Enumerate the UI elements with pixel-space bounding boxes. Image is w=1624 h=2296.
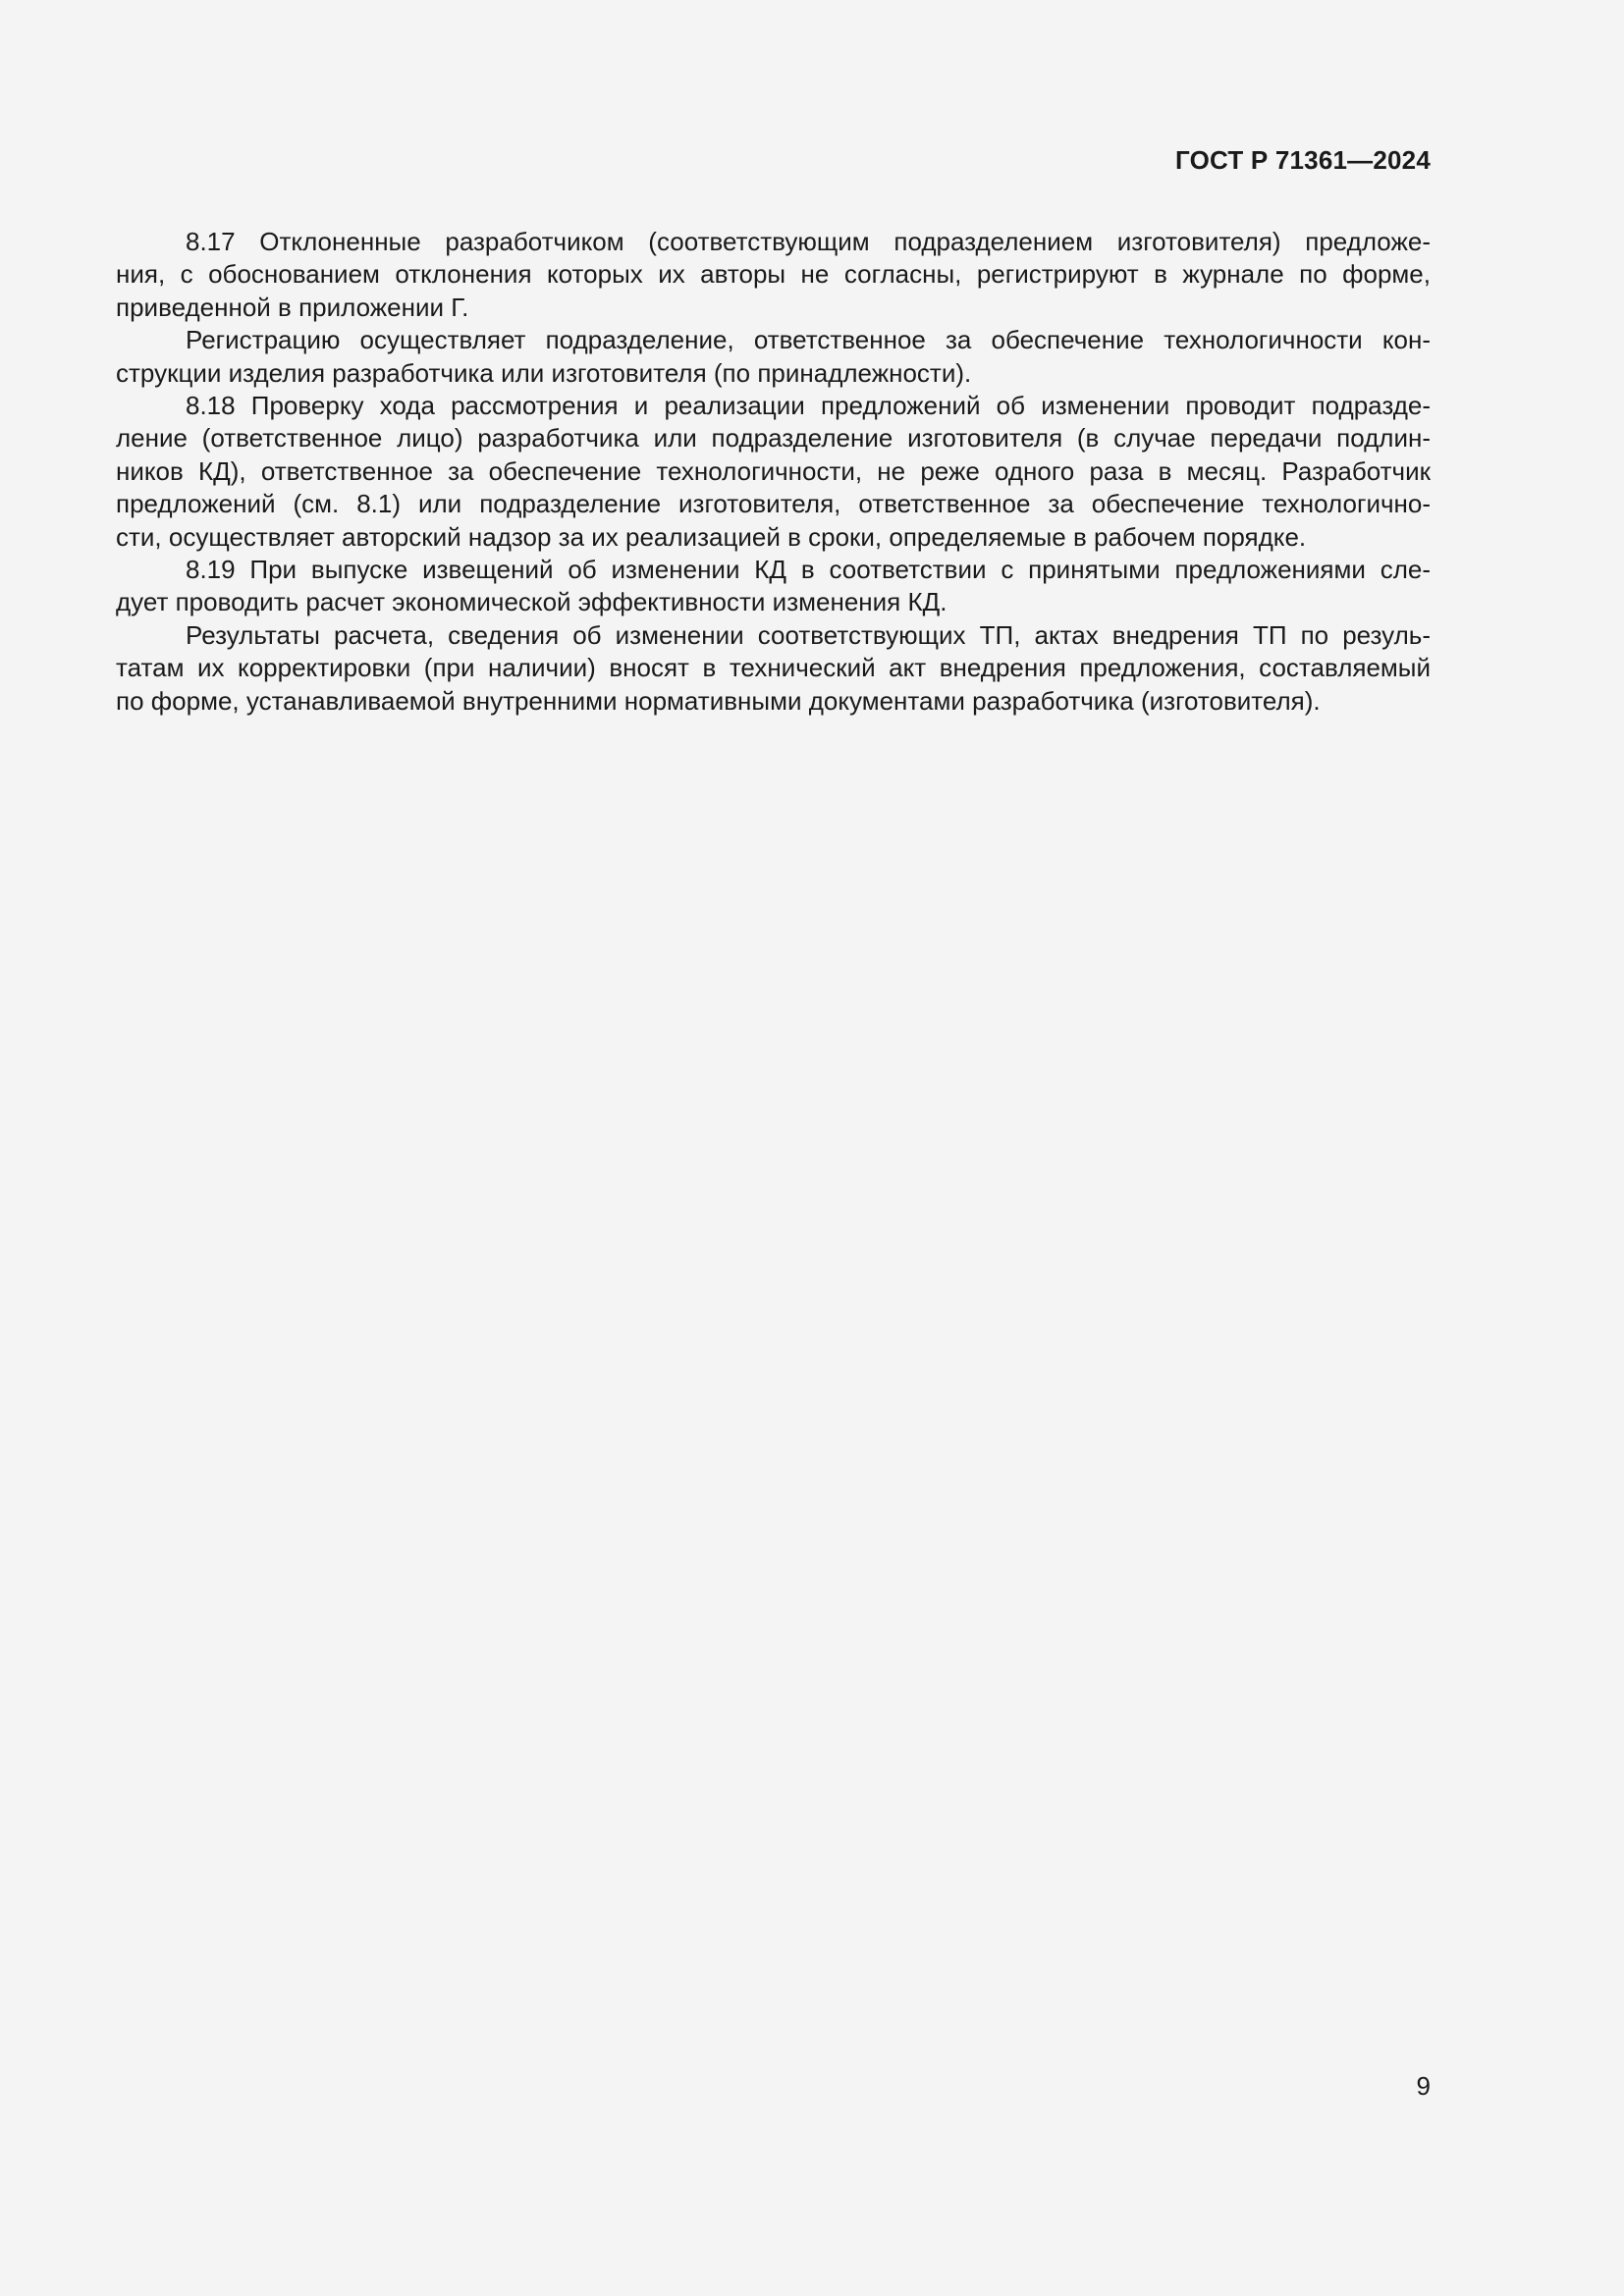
text-line: по форме, устанавливаемой внутренними нормативными документами разработчика (изготовителя). — [116, 685, 1321, 716]
text-line: 8.19 При выпуске извещений об изменении КД в соответствии с принятыми предложениями сле- — [186, 555, 1431, 585]
text-line: Результаты расчета, сведения об изменении соответствующих ТП, актах внедрения ТП по резуль- — [186, 619, 1431, 650]
text-line: ния, с обоснованием отклонения которых их авторы не согласны, регистрируют в журнале по форме, — [116, 259, 1431, 290]
text-line: сти, осуществляет авторский надзор за их реализацией в сроки, определяемые в рабочем порядке. — [116, 521, 1307, 552]
text-line: струкции изделия разработчика или изготовителя (по принадлежности). — [116, 357, 972, 388]
document-body — [116, 226, 1431, 718]
text-line: дует проводить расчет экономической эффективности изменения КД. — [116, 587, 947, 617]
text-line: предложений (см. 8.1) или подразделение изготовителя, ответственное за обеспечение технологично- — [116, 489, 1431, 519]
text-line: Регистрацию осуществляет подразделение, ответственное за обеспечение технологичности кон- — [186, 325, 1431, 355]
document-code-header: ГОСТ Р 71361—2024 — [1175, 145, 1431, 175]
text-line: ников КД), ответственное за обеспечение технологичности, не реже одного раза в месяц. Разработчик — [116, 455, 1431, 486]
text-line: 8.18 Проверку хода рассмотрения и реализации предложений об изменении проводит подразде- — [186, 391, 1431, 421]
text-line: приведенной в приложении Г. — [116, 292, 469, 322]
page-number: 9 — [1416, 2071, 1431, 2101]
text-line: ление (ответственное лицо) разработчика или подразделение изготовителя (в случае передачи подлин- — [116, 423, 1431, 454]
text-line: татам их корректировки (при наличии) вносят в технический акт внедрения предложения, составляемый — [116, 653, 1431, 683]
text-line: 8.17 Отклоненные разработчиком (соответствующим подразделением изготовителя) предложе- — [186, 227, 1431, 256]
